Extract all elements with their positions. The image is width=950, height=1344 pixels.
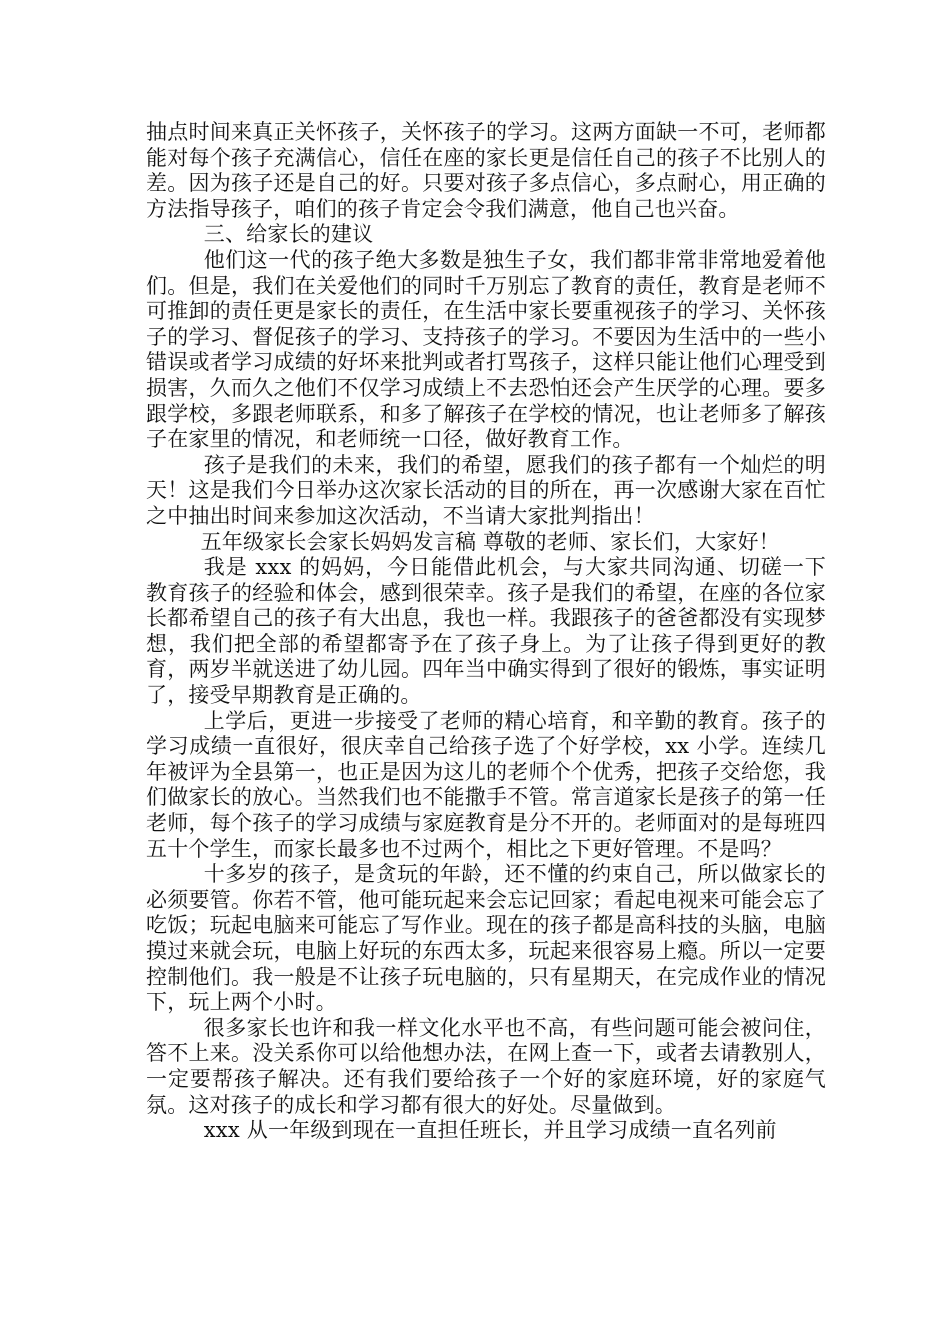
paragraph-4: 我是 xxx 的妈妈，今日能借此机会，与大家共同沟通、切磋一下教育孩子的经验和体会，感到很荣幸。孩子是我们的希望，在座的各位家长都希望自己的孩子有大出息，我也一样。我跟孩子的爸爸都没有实现梦想，我们把全部的希望都寄予在了孩子身上。为了让孩子得到更好的教育，两岁半就送进了幼儿园。四年当中确实得到了很好的锻炼，事实证明了，接受早期教育是正确的。 bbox=[146, 555, 826, 708]
paragraph-6: 十多岁的孩子，是贪玩的年龄，还不懂的约束自己，所以做家长的必须要管。你若不管，他可能玩起来会忘记回家；看起电视来可能会忘了吃饭；玩起电脑来可能忘了写作业。现在的孩子都是高科技的头脑，电脑摸过来就会玩，电脑上好玩的东西太多，玩起来很容易上瘾。所以一定要控制他们。我一般是不让孩子玩电脑的，只有星期天，在完成作业的情况下，玩上两个小时。 bbox=[146, 862, 826, 1015]
paragraph-5: 上学后，更进一步接受了老师的精心培育，和辛勤的教育。孩子的学习成绩一直很好，很庆幸自己给孩子选了个好学校，xx 小学。连续几年被评为全县第一，也正是因为这儿的老师个个优秀，把孩子交给您，我们做家长的放心。当然我们也不能撒手不管。常言道家长是孩子的第一任老师，每个孩子的学习成绩与家庭教育是分不开的。老师面对的是每班四五十个学生，而家长最多也不过两个，相比之下更好管理。不是吗？ bbox=[146, 708, 826, 861]
document-page bbox=[146, 120, 826, 1144]
paragraph-8: xxx 从一年级到现在一直担任班长，并且学习成绩一直名列前 bbox=[203, 1118, 777, 1143]
speech-title: 五年级家长会家长妈妈发言稿 尊敬的老师、家长们，大家好！ bbox=[200, 529, 780, 554]
paragraph-1: 抽点时间来真正关怀孩子，关怀孩子的学习。这两方面缺一不可，老师都能对每个孩子充满信心，信任在座的家长更是信任自己的孩子不比别人的差。因为孩子还是自己的好。只要对孩子多点信心，多点耐心，用正确的方法指导孩子，咱们的孩子肯定会令我们满意，他自己也兴奋。 bbox=[146, 120, 826, 221]
paragraph-7: 很多家长也许和我一样文化水平也不高，有些问题可能会被问住，答不上来。没关系你可以给他想办法，在网上查一下，或者去请教别人，一定要帮孩子解决。还有我们要给孩子一个好的家庭环境，好的家庭气氛。这对孩子的成长和学习都有很大的好处。尽量做到。 bbox=[146, 1015, 826, 1117]
paragraph-2: 他们这一代的孩子绝大多数是独生子女，我们都非常非常地爱着他们。但是，我们在关爱他们的同时千万别忘了教育的责任，教育是老师不可推卸的责任更是家长的责任，在生活中家长要重视孩子的学习、关怀孩子的学习、督促孩子的学习、支持孩子的学习。不要因为生活中的一些小错误或者学习成绩的好坏来批判或者打骂孩子，这样只能让他们心理受到损害，久而久之他们不仅学习成绩上不去恐怕还会产生厌学的心理。要多跟学校，多跟老师联系，和多了解孩子在学校的情况，也让老师多了解孩子在家里的情况，和老师统一口径，做好教育工作。 bbox=[146, 247, 826, 452]
section-heading: 三、给家长的建议 bbox=[203, 222, 374, 247]
paragraph-3: 孩子是我们的未来，我们的希望，愿我们的孩子都有一个灿烂的明天！这是我们今日举办这次家长活动的目的所在，再一次感谢大家在百忙之中抽出时间来参加这次活动，不当请大家批判指出！ bbox=[146, 452, 826, 528]
